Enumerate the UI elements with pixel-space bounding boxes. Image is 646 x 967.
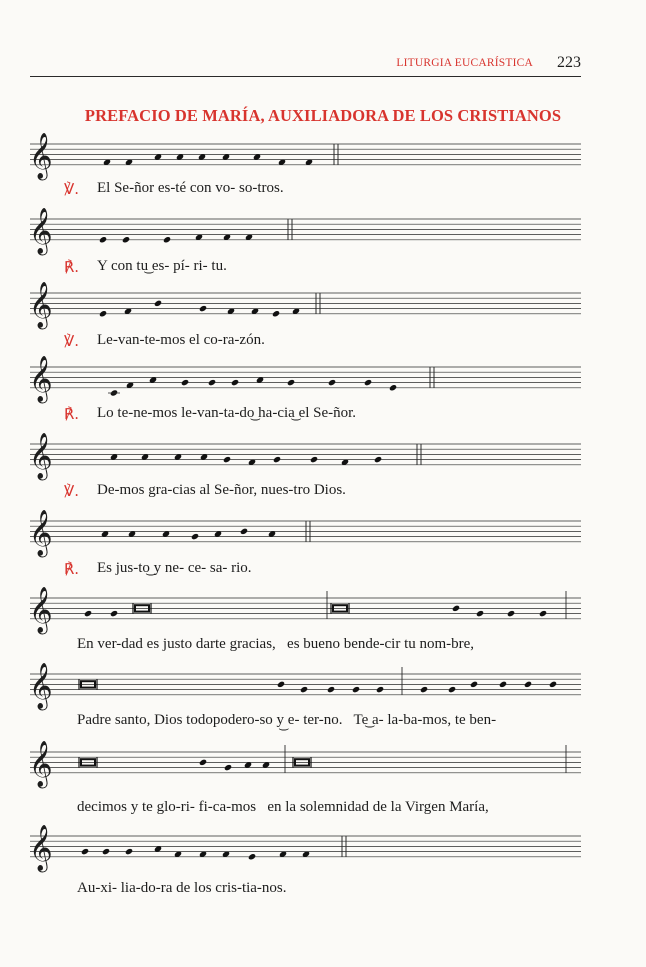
lyric-line-2: Y con tu͜ es- pí- ri- tu.	[97, 258, 227, 274]
lyric-line-7: En ver-dad es justo darte gracias, es bueno bende-cir tu nom-bre,	[77, 636, 475, 652]
page-title: PREFACIO DE MARÍA, AUXILIADORA DE LOS CRISTIANOS	[84, 106, 562, 125]
note-head-icon	[287, 379, 296, 387]
lyric-line-1: El Se-ñor es-té con vo- so-tros.	[97, 180, 284, 196]
note-head-icon	[277, 681, 286, 689]
note-head-icon	[110, 610, 119, 618]
lyric-line-9: decimos y te glo-ri- fi-ca-mos en la solemnidad de la Virgen María,	[77, 799, 489, 815]
note-head-icon	[300, 686, 309, 694]
verse-marker-5: ℣.	[64, 482, 80, 500]
lyric-line-4: Lo te-ne-mos le-van-ta-do͜ ha-cia͜ el Se-ñor.	[97, 405, 357, 421]
note-head-icon	[470, 681, 479, 689]
response-marker-6: ℟.	[64, 560, 80, 578]
note-head-icon	[273, 456, 282, 464]
note-head-icon	[248, 853, 257, 861]
note-head-icon	[99, 310, 108, 318]
treble-clef-icon: 𝄞	[29, 662, 53, 709]
note-head-icon	[102, 848, 111, 856]
lyric-line-10: Au-xi- lia-do-ra de los cris-tia-nos.	[77, 880, 287, 896]
verse-marker-3: ℣.	[64, 332, 80, 350]
lyric-line-5: De-mos gra-cias al Se-ñor, nues-tro Dios.	[97, 482, 346, 498]
note-head-icon	[549, 681, 558, 689]
note-head-icon	[524, 681, 533, 689]
treble-clef-icon: 𝄞	[29, 355, 53, 402]
note-head-icon	[374, 456, 383, 464]
note-head-icon	[376, 686, 385, 694]
note-head-icon	[154, 300, 163, 308]
treble-clef-icon: 𝄞	[29, 281, 53, 328]
note-head-icon	[181, 379, 190, 387]
note-head-icon	[199, 759, 208, 767]
note-head-icon	[163, 236, 172, 244]
note-head-icon	[84, 610, 93, 618]
running-head: LITURGIA EUCARÍSTICA	[396, 57, 533, 69]
note-head-icon	[224, 764, 233, 772]
note-head-icon	[389, 384, 398, 392]
note-head-icon	[99, 236, 108, 244]
note-head-icon	[199, 305, 208, 313]
note-head-icon	[364, 379, 373, 387]
treble-clef-icon: 𝄞	[29, 586, 53, 633]
treble-clef-icon: 𝄞	[29, 207, 53, 254]
note-head-icon	[499, 681, 508, 689]
page-number: 223	[557, 54, 581, 71]
note-head-icon	[81, 848, 90, 856]
verse-marker-1: ℣.	[64, 180, 80, 198]
response-marker-4: ℟.	[64, 405, 80, 423]
note-head-icon	[231, 379, 240, 387]
note-head-icon	[352, 686, 361, 694]
response-marker-2: ℟.	[64, 258, 80, 276]
lyric-line-8: Padre santo, Dios todopodero-so y͜ e- ter-no. Te͜ a- la-ba-mos, te ben-	[77, 712, 497, 728]
note-head-icon	[272, 310, 281, 318]
treble-clef-icon: 𝄞	[29, 432, 53, 479]
note-head-icon	[448, 686, 457, 694]
note-head-icon	[223, 456, 232, 464]
treble-clef-icon: 𝄞	[29, 509, 53, 556]
note-head-icon	[327, 686, 336, 694]
note-head-icon	[328, 379, 337, 387]
lyric-line-6: Es jus-to͜ y ne- ce- sa- rio.	[97, 560, 252, 576]
note-head-icon	[125, 848, 134, 856]
treble-clef-icon: 𝄞	[29, 824, 53, 871]
note-head-icon	[240, 528, 249, 536]
note-head-icon	[122, 236, 131, 244]
note-head-icon	[208, 379, 217, 387]
note-head-icon	[191, 533, 200, 541]
note-head-icon	[452, 605, 461, 613]
note-head-icon	[507, 610, 516, 618]
note-head-icon	[310, 456, 319, 464]
treble-clef-icon: 𝄞	[29, 132, 53, 179]
note-head-icon	[420, 686, 429, 694]
note-head-icon	[476, 610, 485, 618]
lyric-line-3: Le-van-te-mos el co-ra-zón.	[97, 332, 265, 348]
note-head-icon	[539, 610, 548, 618]
treble-clef-icon: 𝄞	[29, 740, 53, 787]
